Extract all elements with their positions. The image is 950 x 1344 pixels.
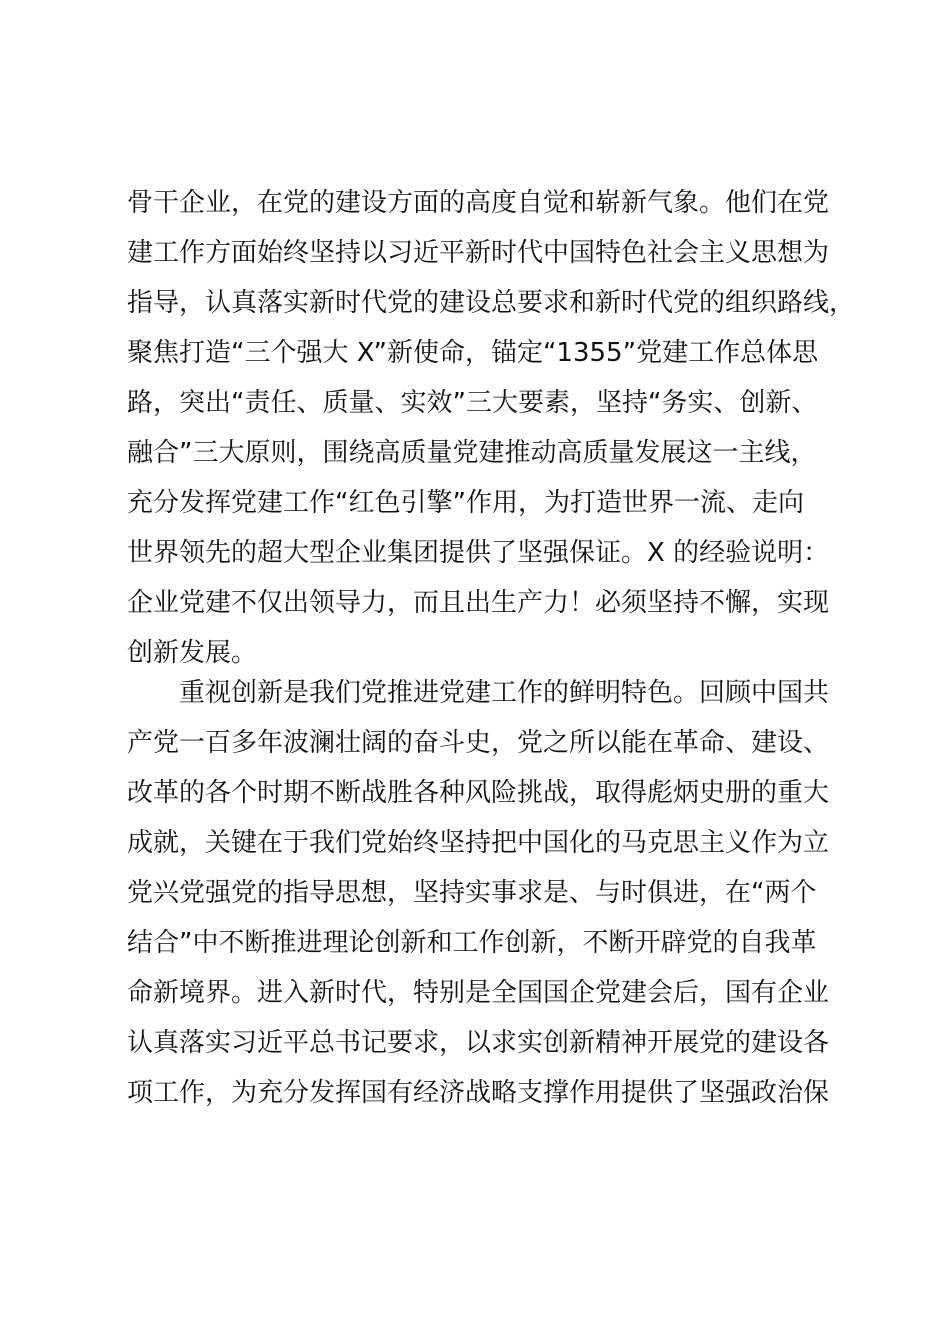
text-line: 路，突出“责任、质量、实效”三大要素，坚持“务实、创新、 [127, 388, 818, 418]
text-line: 融合”三大原则，围绕高质量党建推动高质量发展这一主线， [127, 438, 817, 468]
text-line: 结合”中不断推进理论创新和工作创新，不断开辟党的自我革 [127, 928, 817, 958]
text-line: 充分发挥党建工作“红色引擎”作用，为打造世界一流、走向 [127, 488, 804, 518]
text-line: 建工作方面始终坚持以习近平新时代中国特色社会主义思想为 [127, 238, 830, 268]
text-line: 聚焦打造“三个强大 X”新使命，锚定“1355”党建工作总体思 [127, 338, 819, 368]
text-line: 项工作，为充分发挥国有经济战略支撑作用提供了坚强政治保 [127, 1078, 830, 1108]
text-line: 企业党建不仅出领导力，而且出生产力！必须坚持不懈，实现 [127, 588, 830, 618]
paragraph-1 [127, 178, 856, 678]
text-line: 世界领先的超大型企业集团提供了坚强保证。X 的经验说明： [127, 538, 830, 568]
text-line: 改革的各个时期不断战胜各种风险挑战，取得彪炳史册的重大 [127, 778, 830, 808]
text-line: 命新境界。进入新时代，特别是全国国企党建会后，国有企业 [127, 978, 830, 1008]
text-line: 成就，关键在于我们党始终坚持把中国化的马克思主义作为立 [127, 828, 830, 858]
text-line: 党兴党强党的指导思想，坚持实事求是、与时俱进，在“两个 [127, 878, 817, 908]
text-line: 指导，认真落实新时代党的建设总要求和新时代党的组织路线， [127, 288, 856, 318]
text-line-first-indented: 重视创新是我们党推进党建工作的鲜明特色。回顾中国共 [179, 678, 830, 708]
text-line: 创新发展。 [127, 638, 258, 668]
text-line: 骨干企业，在党的建设方面的高度自觉和崭新气象。他们在党 [127, 188, 830, 218]
paragraph-2 [127, 668, 837, 1118]
text-line: 产党一百多年波澜壮阔的奋斗史，党之所以能在革命、建设、 [127, 728, 830, 758]
text-line: 认真落实习近平总书记要求，以求实创新精神开展党的建设各 [127, 1028, 830, 1058]
